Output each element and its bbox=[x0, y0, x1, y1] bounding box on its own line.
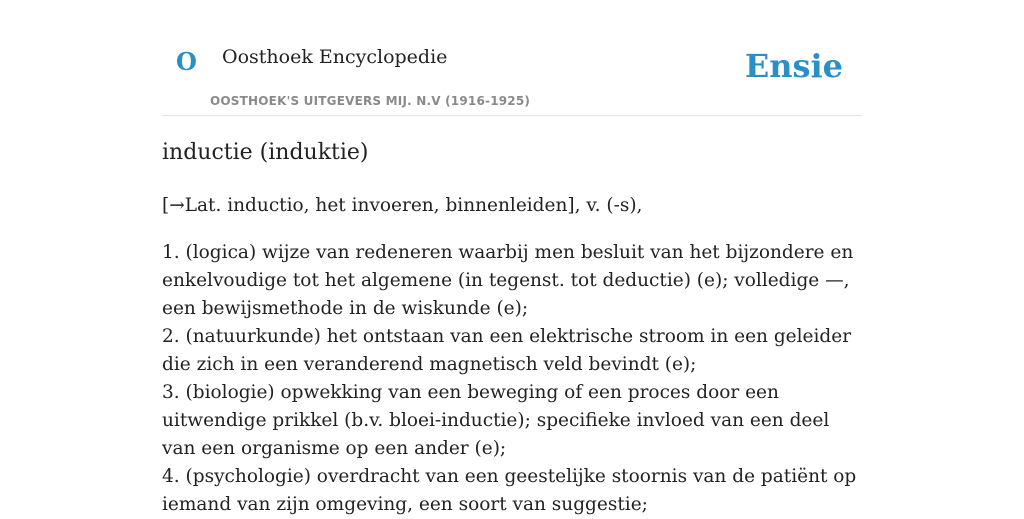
page bbox=[162, 0, 862, 515]
definition-4: 4. (psychologie) overdracht van een geestelijke stoornis van de patiënt op iemand van zijn omgeving, een soort van suggestie; bbox=[162, 466, 857, 515]
definition-1: 1. (logica) wijze van redeneren waarbij men besluit van het bijzondere en enkelvoudige tot het algemene (in tegenst. tot deductie) (e); volledige —, een bewijsmethode in de wiskunde (e); bbox=[162, 242, 854, 319]
entry-definitions bbox=[162, 239, 862, 519]
entry-title: inductie (induktie) bbox=[162, 140, 369, 165]
book-title[interactable]: Oosthoek Encyclopedie bbox=[222, 46, 448, 68]
publisher-label: OOSTHOEK'S UITGEVERS MIJ. N.V (1916-1925) bbox=[210, 94, 531, 108]
logo-icon[interactable]: O bbox=[176, 47, 197, 76]
entry-etymology: [→Lat. inductio, het invoeren, binnenleiden], v. (-s), bbox=[162, 195, 643, 216]
site-header bbox=[162, 0, 862, 116]
definition-3: 3. (biologie) opwekking van een beweging of een proces door een uitwendige prikkel (b.v. bloei-inductie); specifieke invloed van een deel van een organisme op een ander (e); bbox=[162, 382, 830, 459]
brand-logo[interactable]: Ensie bbox=[744, 47, 843, 85]
definition-2: 2. (natuurkunde) het ontstaan van een elektrische stroom in een geleider die zich in een veranderend magnetisch veld bevindt (e); bbox=[162, 326, 852, 375]
